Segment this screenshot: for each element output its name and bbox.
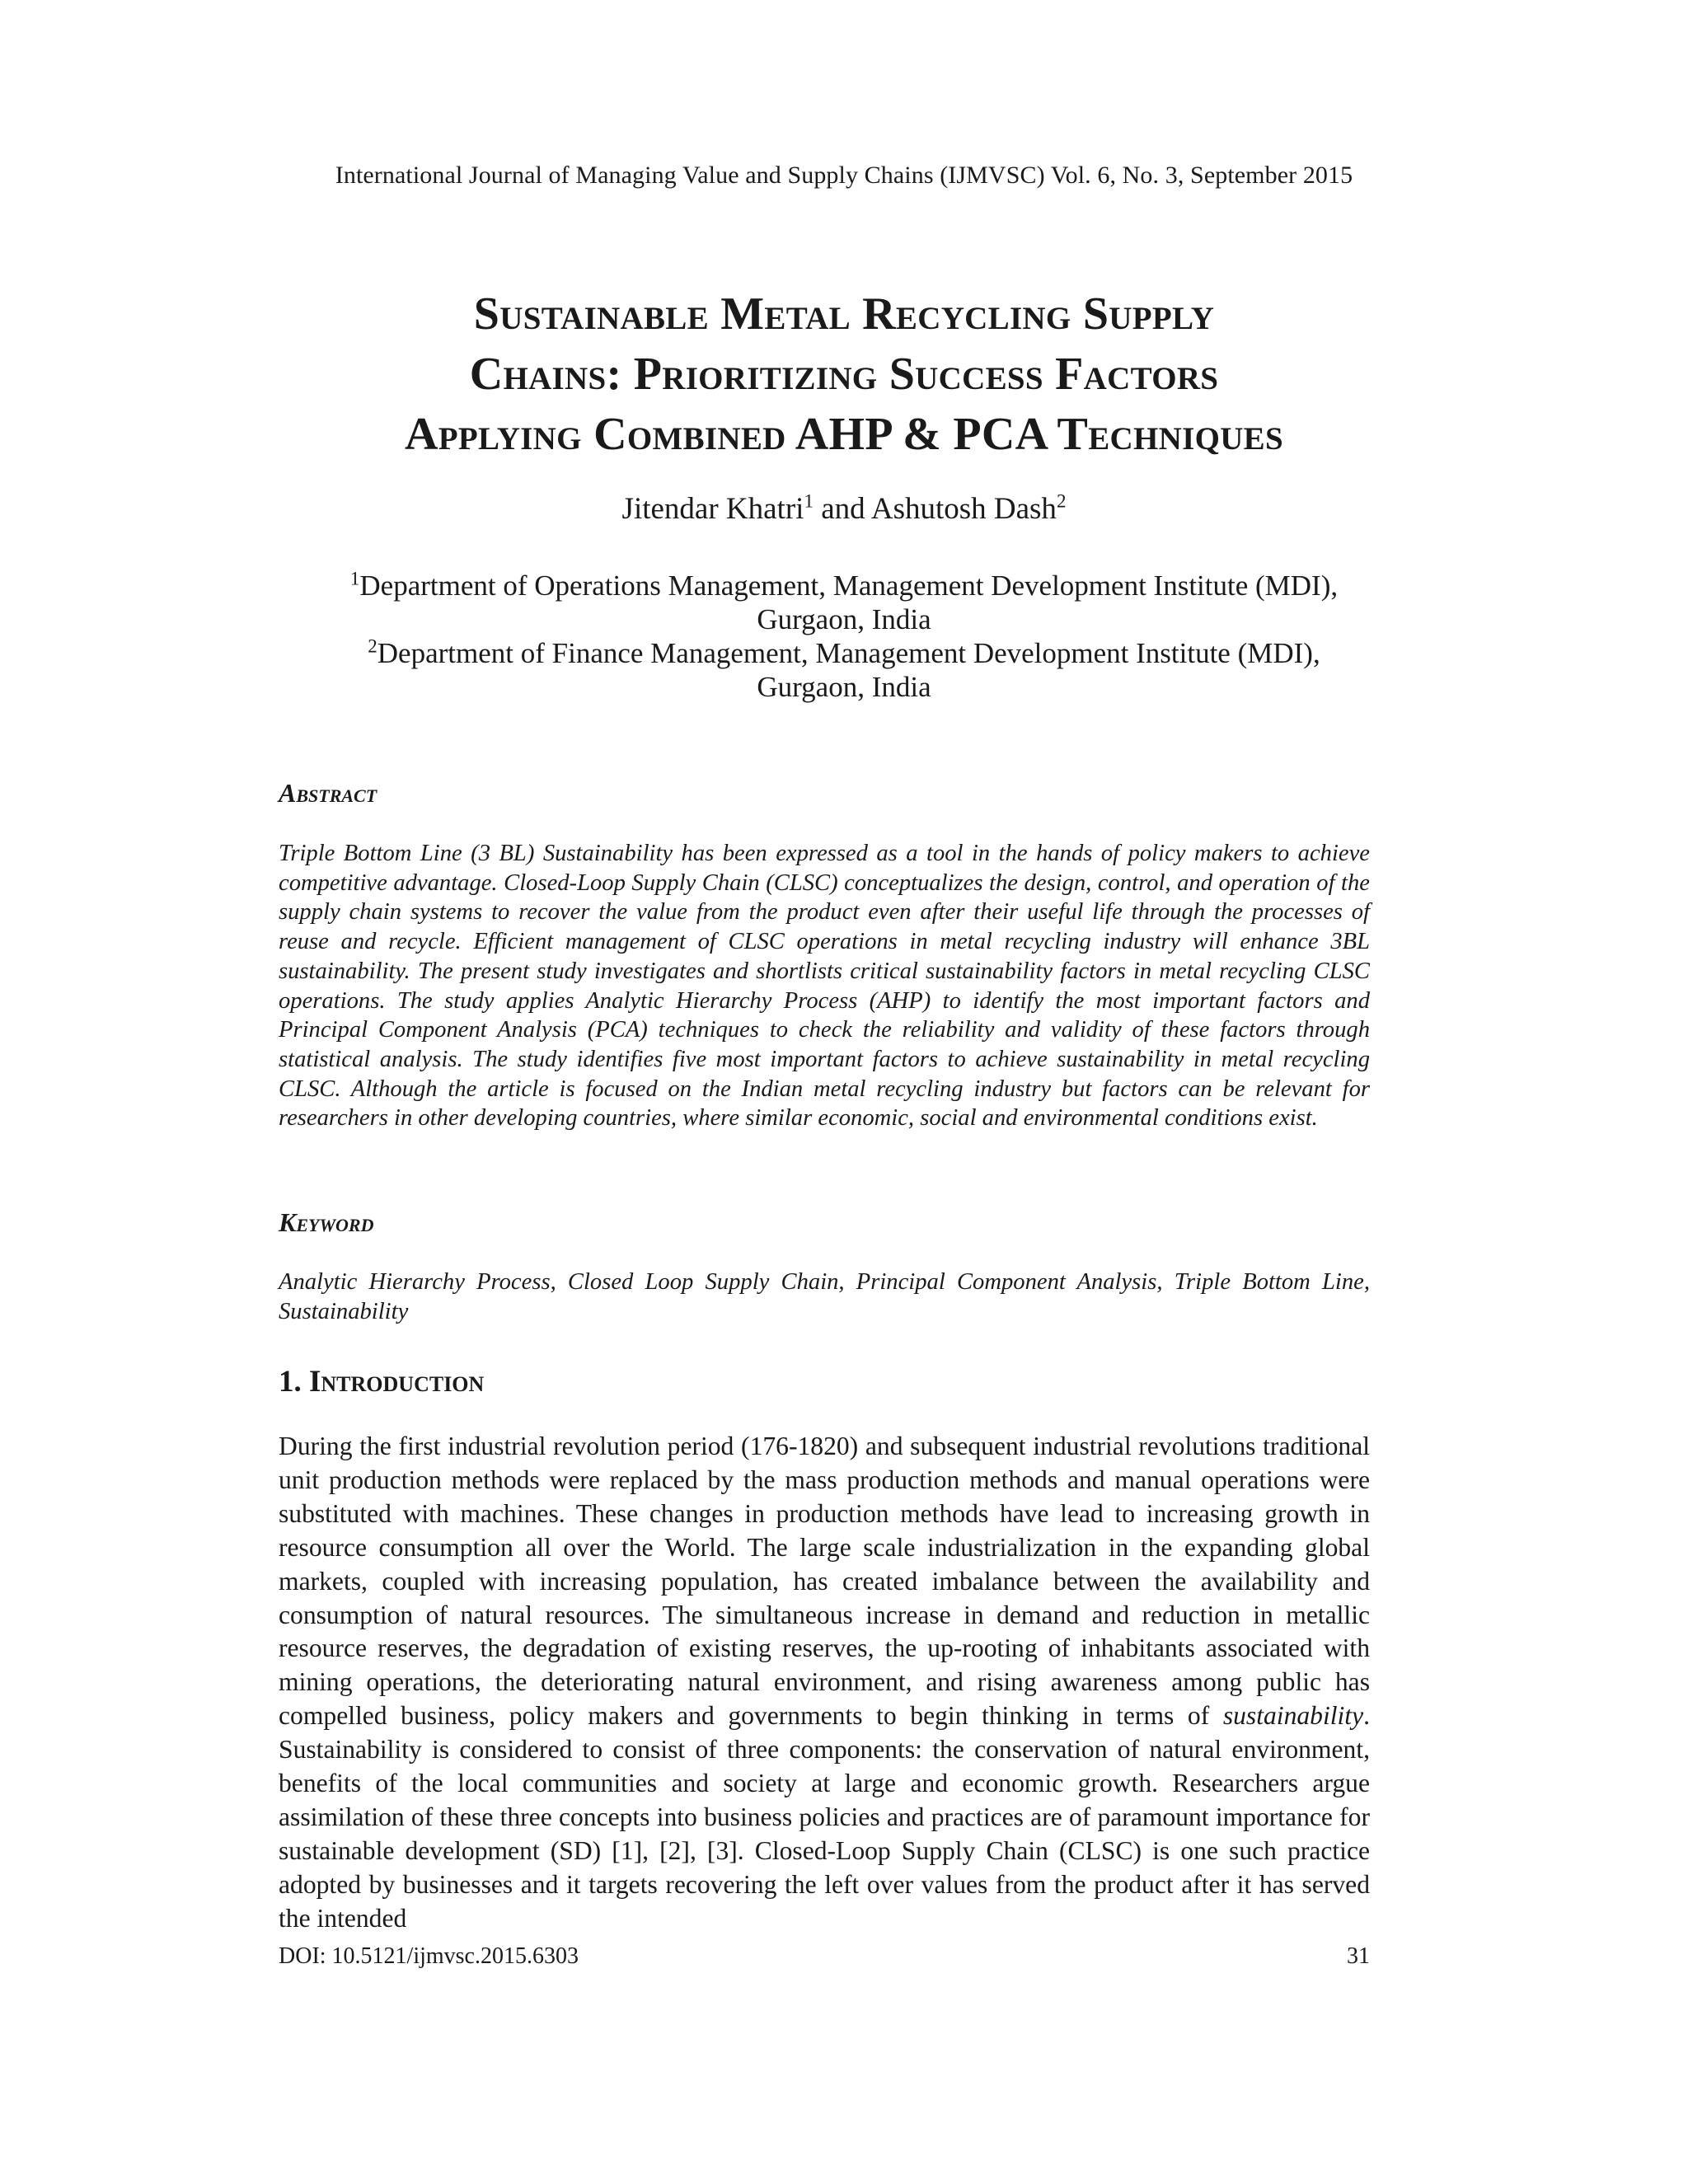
affiliation-1 bbox=[247, 569, 1441, 602]
running-header: International Journal of Managing Value and Supply Chains (IJMVSC) Vol. 6, No. 3, September 2015 bbox=[335, 162, 1353, 189]
author-name: Ashutosh Dash bbox=[870, 492, 1057, 526]
keywords-text: Analytic Hierarchy Process, Closed Loop Supply Chain, Principal Component Analysis, Triple Bottom Line, Sustainability bbox=[279, 1269, 1370, 1324]
footer-doi: DOI: 10.5121/ijmvsc.2015.6303 bbox=[279, 1943, 579, 1969]
affiliation-text: Department of Finance Management, Management Development Institute (MDI), bbox=[377, 637, 1320, 669]
author-list bbox=[0, 491, 1688, 527]
affiliation-mark: 2 bbox=[368, 635, 377, 657]
introduction-emphasis: sustainability bbox=[1222, 1701, 1364, 1731]
affiliation-2-location: Gurgaon, India bbox=[757, 671, 931, 703]
paper-title bbox=[165, 284, 1523, 465]
introduction-heading: 1. Introduction bbox=[279, 1365, 485, 1399]
affiliation-1-location: Gurgaon, India bbox=[757, 603, 931, 635]
author-affiliation-mark: 1 bbox=[804, 490, 814, 512]
affiliation-text: Department of Operations Management, Management Development Institute (MDI), bbox=[359, 569, 1339, 602]
affiliation-mark: 1 bbox=[349, 568, 360, 589]
introduction-text-part: . Sustainability is considered to consist of three components: the conservation of natural environment, benefits of the local communities and society at large and economic growth. Researchers argue assimilation of these three concepts into business policies and practices are of paramount importance for sustainable development (SD) [1], [2], [3]. Closed-Loop Supply Chain (CLSC) is one such practice adopted by businesses and it targets recovering the left over values from the product after it has served the intended bbox=[279, 1701, 1370, 1933]
keyword-heading: Keyword bbox=[279, 1207, 374, 1237]
introduction-text bbox=[279, 1430, 1370, 1936]
introduction-text-part: During the first industrial revolution period (176-1820) and subsequent industrial revolutions traditional unit production methods were replaced by the mass production methods and manual operations were substituted with machines. These changes in production methods have lead to increasing growth in resource consumption all over the World. The large scale industrialization in the expanding global markets, coupled with increasing population, has created imbalance between the availability and consumption of natural resources. The simultaneous increase in demand and reduction in metallic resource reserves, the degradation of existing reserves, the up-rooting of inhabitants associated with mining operations, the deteriorating natural environment, and rising awareness among public has compelled business, policy makers and governments to begin thinking in terms of bbox=[279, 1432, 1370, 1731]
abstract-heading: Abstract bbox=[279, 778, 377, 808]
page-number: 31 bbox=[1347, 1943, 1370, 1969]
title-line-2: Chains: Prioritizing Success Factors bbox=[469, 349, 1219, 400]
title-line-3: Applying Combined AHP & PCA Techniques bbox=[405, 409, 1283, 460]
affiliations bbox=[247, 569, 1441, 704]
author-name: Jitendar Khatri bbox=[621, 492, 804, 526]
abstract-text: Triple Bottom Line (3 BL) Sustainability has been expressed as a tool in the hands of policy makers to achieve competitive advantage. Closed-Loop Supply Chain (CLSC) conceptualizes the design, control, and operation of the supply chain systems to recover the value from the product even after their useful life through the processes of reuse and recycle. Efficient management of CLSC operations in metal recycling industry will enhance 3BL sustainability. The present study investigates and shortlists critical sustainability factors in metal recycling CLSC operations. The study applies Analytic Hierarchy Process (AHP) to identify the most important factors and Principal Component Analysis (PCA) techniques to check the reliability and validity of these factors through statistical analysis. The study identifies five most important factors to achieve sustainability in metal recycling CLSC. Although the article is focused on the Indian metal recycling industry but factors can be relevant for researchers in other developing countries, where similar economic, social and environmental conditions exist. bbox=[279, 841, 1370, 1132]
author-joiner: and bbox=[813, 492, 871, 526]
affiliation-2 bbox=[247, 636, 1441, 670]
title-line-1: Sustainable Metal Recycling Supply bbox=[473, 288, 1215, 340]
author-affiliation-mark: 2 bbox=[1056, 490, 1067, 512]
